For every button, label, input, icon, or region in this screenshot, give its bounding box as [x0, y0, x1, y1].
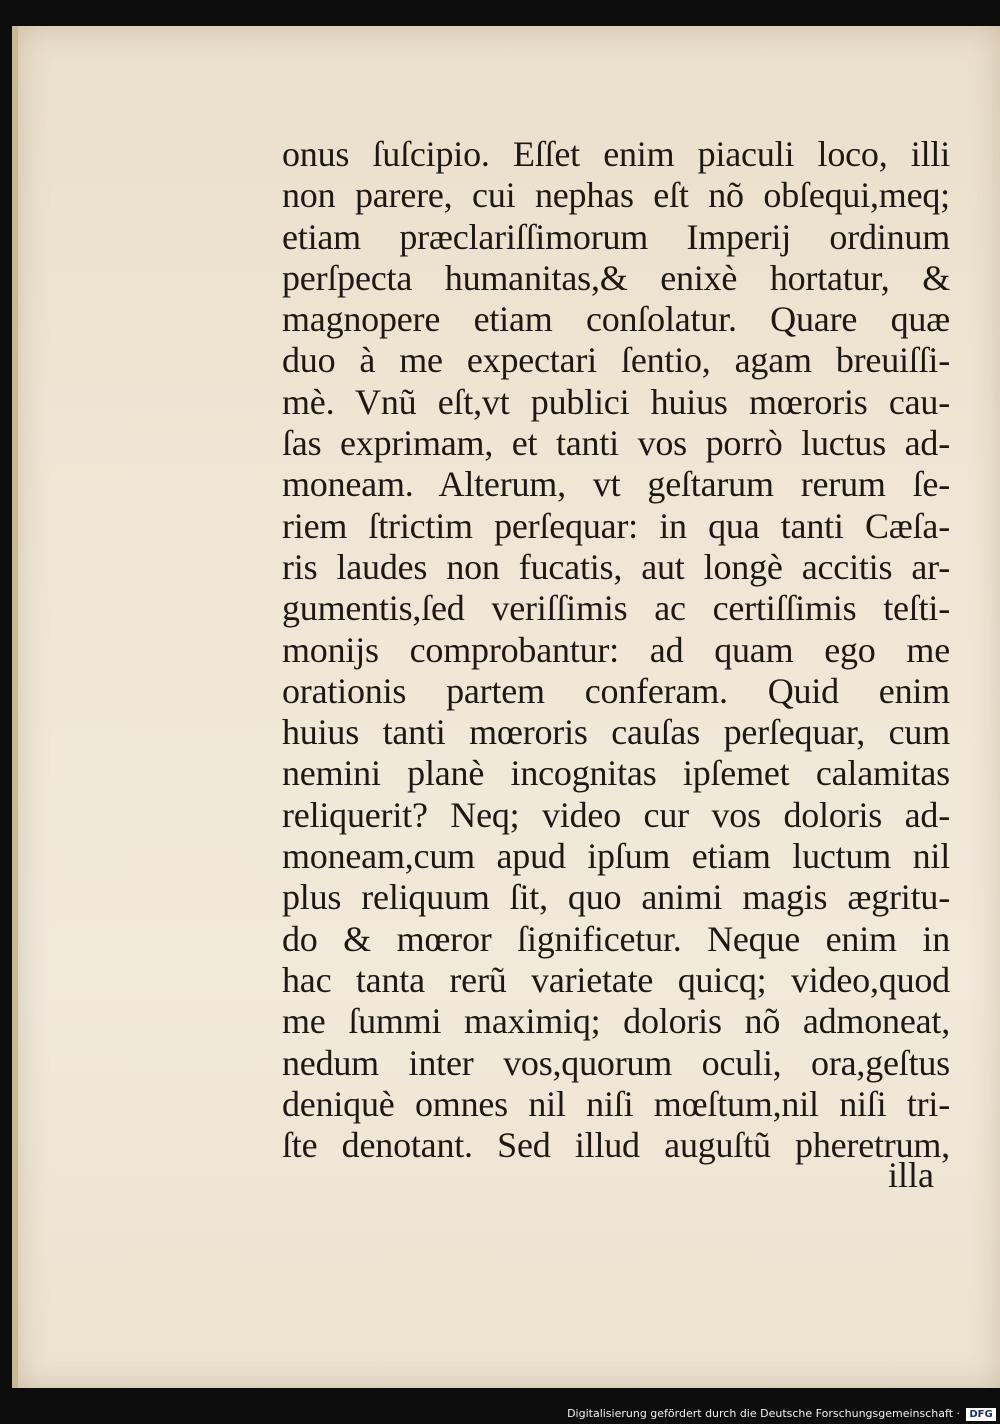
text-line: reliquerit? Neq; video cur vos doloris ad-: [282, 794, 950, 835]
text-line: duo à me expectari ſentio, agam breuiſſi-: [282, 340, 950, 381]
text-line: huius tanti mœroris cauſas perſequar, cum: [282, 712, 950, 753]
text-line: orationis partem conferam. Quid enim: [282, 670, 950, 711]
text-line: deniquè omnes nil niſi mœſtum,nil niſi tri-: [282, 1083, 950, 1124]
text-line: me ſummi maximiq; doloris nõ admoneat,: [282, 1001, 950, 1042]
text-line: hac tanta rerũ varietate quicq; video,quod: [282, 959, 950, 1000]
text-line: magnopere etiam conſolatur. Quare quæ: [282, 299, 950, 340]
text-line: perſpecta humanitas,& enixè hortatur, &: [282, 257, 950, 298]
text-line: plus reliquum ſit, quo animi magis ægritu-: [282, 877, 950, 918]
text-line: mè. Vnũ eſt,vt publici huius mœroris cau-: [282, 381, 950, 422]
text-line: monijs comprobantur: ad quam ego me: [282, 629, 950, 670]
catchword: illa: [888, 1155, 934, 1195]
text-line: moneam. Alterum, vt geſtarum rerum ſe-: [282, 464, 950, 505]
text-line: riem ſtrictim perſequar: in qua tanti Cæſa-: [282, 505, 950, 546]
text-line: gumentis,ſed veriſſimis ac certiſſimis teſti-: [282, 588, 950, 629]
text-line: ris laudes non fucatis, aut longè accitis ar-: [282, 546, 950, 587]
page-scan: [12, 26, 1000, 1388]
text-line: etiam præclariſſimorum Imperij ordinum: [282, 216, 950, 257]
body-text: [282, 134, 950, 1166]
digitization-credit: Digitalisierung gefördert durch die Deutsche Forschungsgemeinschaft ·: [567, 1407, 960, 1420]
dfg-logo-icon: DFG: [966, 1408, 996, 1421]
text-line: ſte denotant. Sed illud auguſtũ pheretrum,: [282, 1125, 950, 1166]
text-line: onus ſuſcipio. Eſſet enim piaculi loco, illi: [282, 134, 950, 174]
text-line: do & mœror ſignificetur. Neque enim in: [282, 918, 950, 959]
text-line: ſas exprimam, et tanti vos porrò luctus ad-: [282, 423, 950, 464]
text-line: nemini planè incognitas ipſemet calamitas: [282, 753, 950, 794]
text-line: nedum inter vos,quorum oculi, ora,geſtus: [282, 1042, 950, 1083]
text-line: non parere, cui nephas eſt nõ obſequi,meq;: [282, 175, 950, 216]
text-line: moneam,cum apud ipſum etiam luctum nil: [282, 836, 950, 877]
